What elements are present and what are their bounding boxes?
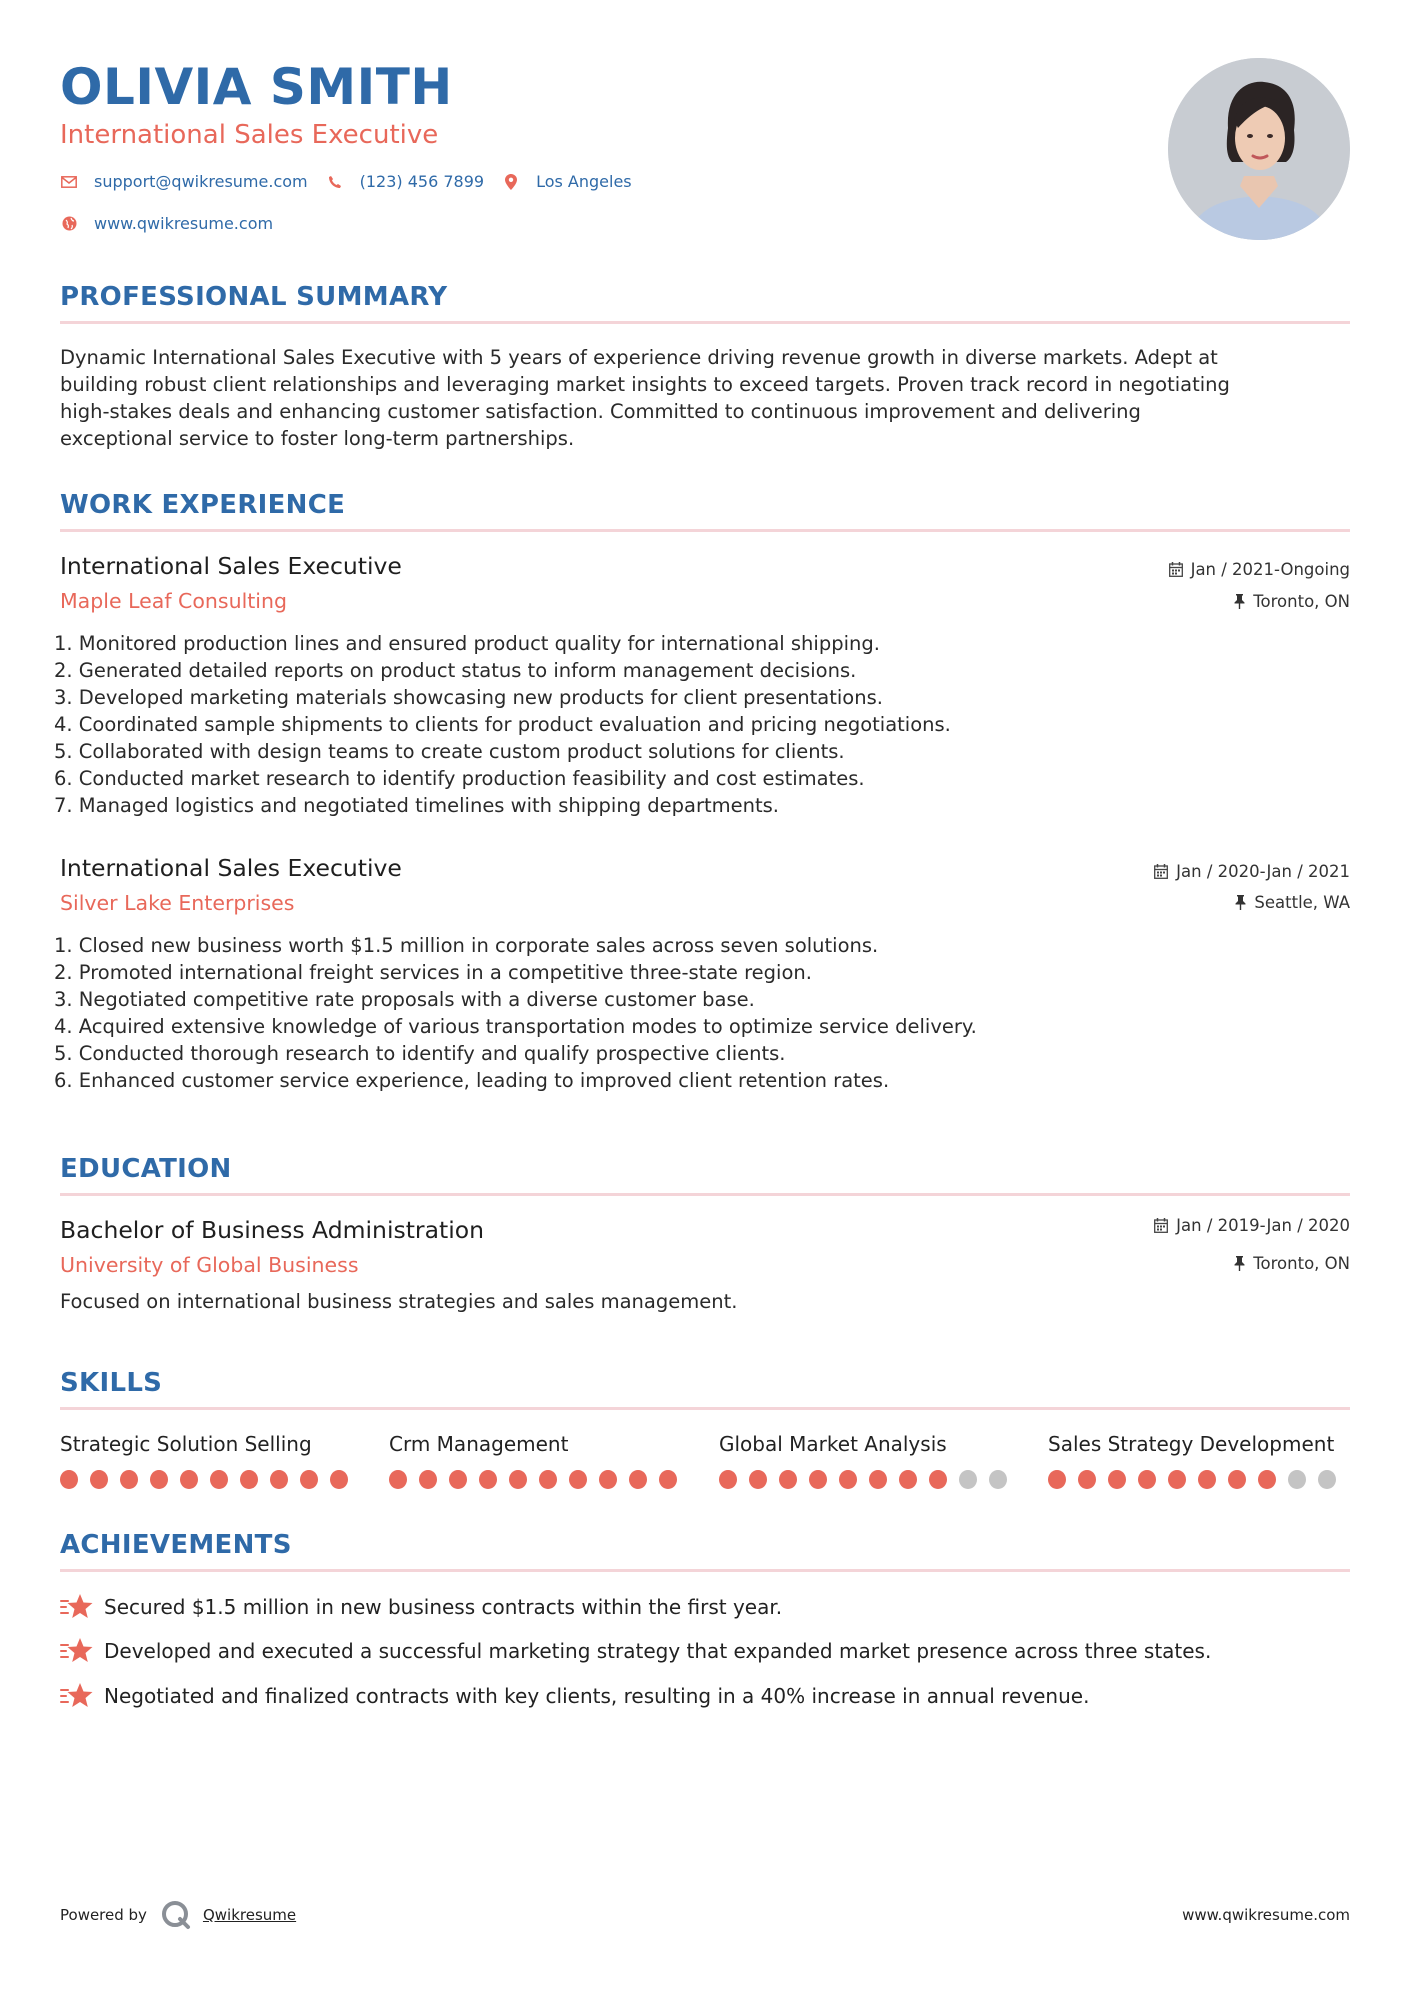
rating-dot-filled bbox=[749, 1470, 767, 1489]
list-item: 4. Coordinated sample shipments to clients for product evaluation and pricing negotiations. bbox=[54, 713, 951, 736]
footer-powered-by: Powered by Qwikresume bbox=[60, 1900, 296, 1930]
rating-dot-filled bbox=[1048, 1470, 1066, 1489]
skill-rating bbox=[719, 1470, 1019, 1489]
list-item: 3. Negotiated competitive rate proposals with a diverse customer base. bbox=[54, 988, 755, 1011]
rating-dot-filled bbox=[779, 1470, 797, 1489]
profile-photo bbox=[1168, 58, 1350, 240]
rating-dot-filled bbox=[599, 1470, 617, 1489]
list-item: 5. Conducted thorough research to identify and qualify prospective clients. bbox=[54, 1042, 786, 1065]
rating-dot-filled bbox=[479, 1470, 497, 1489]
contact-row bbox=[60, 172, 650, 191]
rating-dot-empty bbox=[989, 1470, 1007, 1489]
job-date: Jan / 2021-Ongoing bbox=[1169, 560, 1350, 579]
pushpin-icon bbox=[1235, 895, 1246, 910]
rating-dot-empty bbox=[1288, 1470, 1306, 1489]
job-location: Toronto, ON bbox=[1234, 592, 1350, 611]
rating-dot-filled bbox=[659, 1470, 677, 1489]
rating-dot-filled bbox=[389, 1470, 407, 1489]
rating-dot-filled bbox=[419, 1470, 437, 1489]
skill-rating bbox=[1048, 1470, 1348, 1489]
list-item: 1. Closed new business worth $1.5 million in corporate sales across seven solutions. bbox=[54, 934, 879, 957]
skill-item bbox=[389, 1432, 689, 1489]
pushpin-icon bbox=[1234, 1256, 1245, 1271]
calendar-icon bbox=[1154, 1218, 1168, 1233]
rating-dot-filled bbox=[240, 1470, 258, 1489]
section-title-skills: SKILLS bbox=[60, 1368, 163, 1398]
globe-icon bbox=[60, 215, 78, 233]
summary-line: exceptional service to foster long-term partnerships. bbox=[60, 427, 575, 450]
phone-icon bbox=[326, 173, 344, 191]
job-bullets bbox=[54, 630, 1154, 819]
education-location: Toronto, ON bbox=[1234, 1254, 1350, 1273]
company-name: Maple Leaf Consulting bbox=[60, 589, 288, 613]
skill-item bbox=[60, 1432, 360, 1489]
education-description: Focused on international business strategies and sales management. bbox=[60, 1290, 738, 1313]
rating-dot-filled bbox=[719, 1470, 737, 1489]
job-title: International Sales Executive bbox=[60, 552, 402, 580]
list-item: 6. Conducted market research to identify production feasibility and cost estimates. bbox=[54, 767, 865, 790]
skill-item bbox=[719, 1432, 1019, 1489]
candidate-name: OLIVIA SMITH bbox=[60, 58, 453, 116]
section-title-summary: PROFESSIONAL SUMMARY bbox=[60, 282, 448, 312]
phone-text[interactable]: (123) 456 7899 bbox=[359, 172, 485, 191]
rating-dot-filled bbox=[210, 1470, 228, 1489]
job-bullets bbox=[54, 932, 1154, 1094]
summary-text bbox=[60, 344, 1350, 452]
rating-dot-filled bbox=[1258, 1470, 1276, 1489]
rating-dot-filled bbox=[120, 1470, 138, 1489]
rating-dot-filled bbox=[150, 1470, 168, 1489]
list-item: 6. Enhanced customer service experience, leading to improved client retention rates. bbox=[54, 1069, 890, 1092]
email-link[interactable]: support@qwikresume.com bbox=[94, 172, 308, 191]
skill-name: Global Market Analysis bbox=[719, 1432, 947, 1456]
rating-dot-filled bbox=[1138, 1470, 1156, 1489]
website-link[interactable]: www.qwikresume.com bbox=[94, 214, 274, 233]
summary-line: high-stakes deals and enhancing customer satisfaction. Committed to continuous improvement and delivering bbox=[60, 400, 1141, 423]
rating-dot-filled bbox=[569, 1470, 587, 1489]
rating-dot-filled bbox=[270, 1470, 288, 1489]
section-divider bbox=[60, 321, 1350, 324]
skill-name: Sales Strategy Development bbox=[1048, 1432, 1335, 1456]
section-title-experience: WORK EXPERIENCE bbox=[60, 490, 346, 520]
rating-dot-filled bbox=[330, 1470, 348, 1489]
rating-dot-filled bbox=[60, 1470, 78, 1489]
candidate-title: International Sales Executive bbox=[60, 120, 439, 150]
rating-dot-filled bbox=[90, 1470, 108, 1489]
list-item: 3. Developed marketing materials showcasing new products for client presentations. bbox=[54, 686, 883, 709]
job-location: Seattle, WA bbox=[1235, 893, 1350, 912]
calendar-icon bbox=[1169, 562, 1183, 577]
rating-dot-filled bbox=[899, 1470, 917, 1489]
skill-name: Crm Management bbox=[389, 1432, 569, 1456]
school-name: University of Global Business bbox=[60, 1253, 359, 1277]
achievement-item: Secured $1.5 million in new business contracts within the first year. bbox=[60, 1592, 782, 1622]
rating-dot-filled bbox=[629, 1470, 647, 1489]
education-date: Jan / 2019-Jan / 2020 bbox=[1154, 1216, 1350, 1235]
summary-line: building robust client relationships and leveraging market insights to exceed targets. Proven track record in negotiating bbox=[60, 373, 1230, 396]
location-text: Los Angeles bbox=[536, 172, 632, 191]
achievement-item: Developed and executed a successful marketing strategy that expanded market presence across three states. bbox=[60, 1636, 1211, 1666]
website-row bbox=[60, 214, 291, 233]
star-award-icon bbox=[60, 1636, 94, 1666]
qwikresume-logo-icon bbox=[161, 1900, 191, 1930]
summary-line: Dynamic International Sales Executive with 5 years of experience driving revenue growth in diverse markets. Adept at bbox=[60, 346, 1218, 369]
rating-dot-filled bbox=[1228, 1470, 1246, 1489]
section-divider bbox=[60, 1569, 1350, 1572]
list-item: 5. Collaborated with design teams to create custom product solutions for clients. bbox=[54, 740, 845, 763]
list-item: 2. Generated detailed reports on product status to inform management decisions. bbox=[54, 659, 857, 682]
rating-dot-filled bbox=[1198, 1470, 1216, 1489]
rating-dot-filled bbox=[539, 1470, 557, 1489]
degree-title: Bachelor of Business Administration bbox=[60, 1216, 485, 1244]
footer-brand-link[interactable]: Qwikresume bbox=[202, 1906, 297, 1924]
section-divider bbox=[60, 1193, 1350, 1196]
skill-rating bbox=[60, 1470, 360, 1489]
rating-dot-filled bbox=[300, 1470, 318, 1489]
rating-dot-empty bbox=[1318, 1470, 1336, 1489]
rating-dot-filled bbox=[180, 1470, 198, 1489]
list-item: 4. Acquired extensive knowledge of various transportation modes to optimize service delivery. bbox=[54, 1015, 977, 1038]
rating-dot-filled bbox=[809, 1470, 827, 1489]
envelope-icon bbox=[60, 173, 78, 191]
skill-rating bbox=[389, 1470, 689, 1489]
section-title-education: EDUCATION bbox=[60, 1154, 232, 1184]
skill-item bbox=[1048, 1432, 1348, 1489]
rating-dot-filled bbox=[509, 1470, 527, 1489]
rating-dot-filled bbox=[1108, 1470, 1126, 1489]
list-item: 7. Managed logistics and negotiated timelines with shipping departments. bbox=[54, 794, 780, 817]
skill-name: Strategic Solution Selling bbox=[60, 1432, 312, 1456]
footer-website-link[interactable]: www.qwikresume.com bbox=[1182, 1906, 1350, 1924]
rating-dot-filled bbox=[449, 1470, 467, 1489]
map-pin-icon bbox=[502, 173, 520, 191]
pushpin-icon bbox=[1234, 594, 1245, 609]
achievement-item: Negotiated and finalized contracts with key clients, resulting in a 40% increase in annual revenue. bbox=[60, 1681, 1089, 1711]
list-item: 1. Monitored production lines and ensured product quality for international shipping. bbox=[54, 632, 880, 655]
star-award-icon bbox=[60, 1681, 94, 1711]
rating-dot-empty bbox=[959, 1470, 977, 1489]
section-divider bbox=[60, 1407, 1350, 1410]
company-name: Silver Lake Enterprises bbox=[60, 891, 295, 915]
rating-dot-filled bbox=[869, 1470, 887, 1489]
rating-dot-filled bbox=[1078, 1470, 1096, 1489]
list-item: 2. Promoted international freight services in a competitive three-state region. bbox=[54, 961, 812, 984]
star-award-icon bbox=[60, 1592, 94, 1622]
rating-dot-filled bbox=[1168, 1470, 1186, 1489]
rating-dot-filled bbox=[929, 1470, 947, 1489]
job-date: Jan / 2020-Jan / 2021 bbox=[1154, 862, 1350, 881]
section-divider bbox=[60, 529, 1350, 532]
calendar-icon bbox=[1154, 864, 1168, 879]
job-title: International Sales Executive bbox=[60, 854, 402, 882]
section-title-achievements: ACHIEVEMENTS bbox=[60, 1530, 292, 1560]
rating-dot-filled bbox=[839, 1470, 857, 1489]
